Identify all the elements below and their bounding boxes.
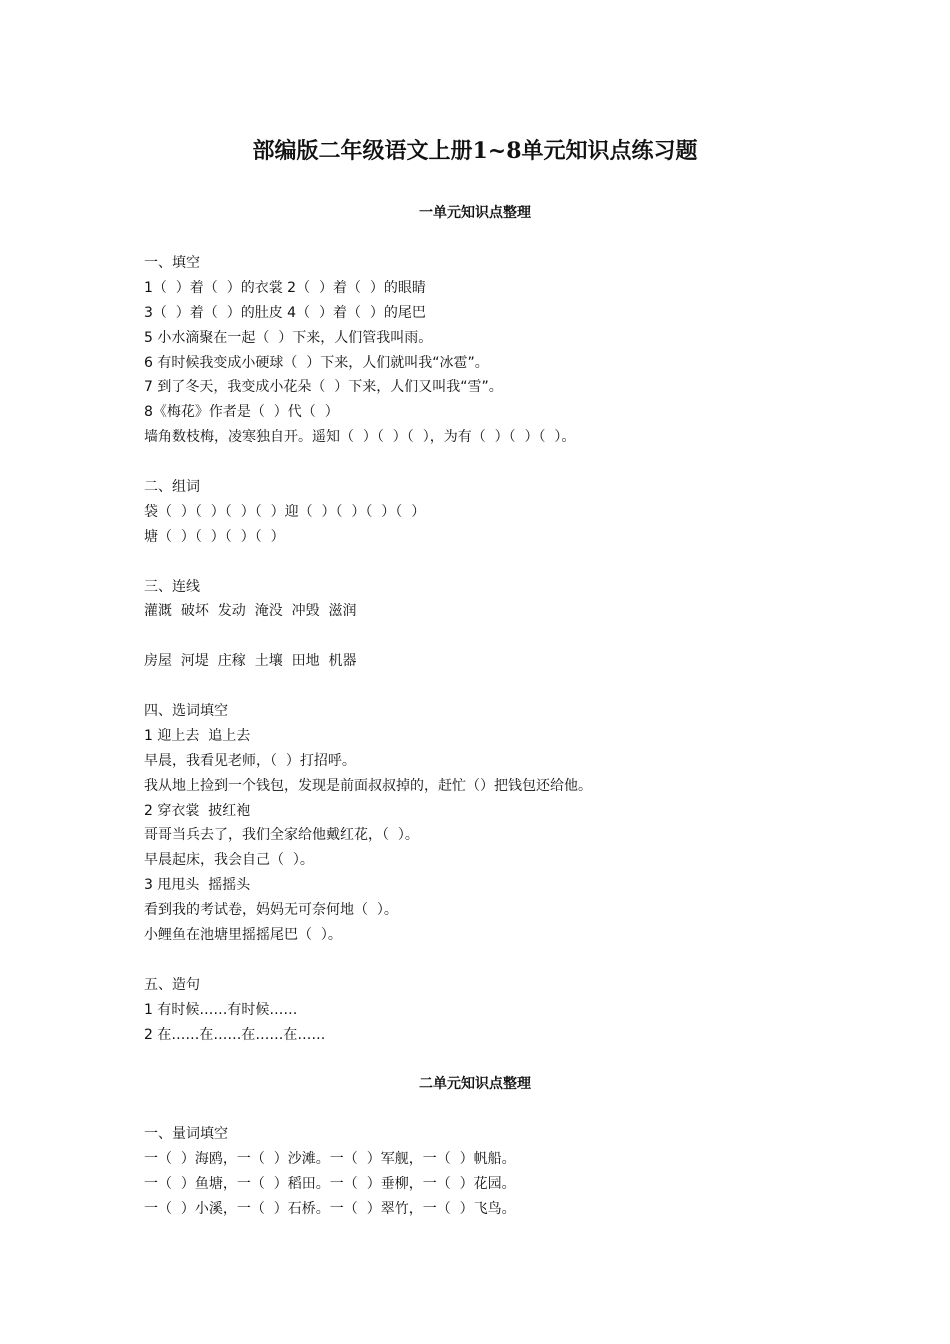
- unit1-heading: 一单元知识点整理: [419, 205, 531, 221]
- section-heading: 一、量词填空: [144, 1126, 228, 1142]
- unit2-content: [144, 1122, 844, 1222]
- exercise-line: 1（ ）着（ ）的衣裳 2（ ）着（ ）的眼睛: [144, 279, 426, 296]
- matching-row-verbs: 灌溉 破坏 发动 淹没 冲毁 滋润: [144, 603, 357, 620]
- exercise-line: 6 有时候我变成小硬球（ ）下来，人们就叫我“冰雹”。: [144, 354, 489, 371]
- matching-row-nouns: 房屋 河堤 庄稼 土壤 田地 机器: [144, 653, 357, 670]
- exercise-line: 小鲤鱼在池塘里摇摇尾巴（ ）。: [144, 927, 342, 944]
- exercise-line: 早晨，我看见老师，（ ）打招呼。: [144, 752, 356, 769]
- exercise-line: 早晨起床，我会自己（ ）。: [144, 852, 314, 869]
- exercise-line: 看到我的考试卷，妈妈无可奈何地（ ）。: [144, 902, 398, 919]
- exercise-line: 2 穿衣裳 披红袍: [144, 802, 251, 819]
- exercise-line: 一（ ）小溪，一（ ）石桥。一（ ）翠竹，一（ ）飞鸟。: [144, 1200, 516, 1217]
- spacer: [144, 948, 844, 973]
- spacer: [144, 550, 844, 575]
- exercise-line: 墙角数枝梅，凌寒独自开。遥知（ ）（ ）（ ），为有（ ）（ ）（ ）。: [144, 429, 576, 446]
- exercise-line: 7 到了冬天，我变成小花朵（ ）下来，人们又叫我“雪”。: [144, 379, 503, 396]
- section-heading: 五、造句: [144, 976, 200, 993]
- exercise-line: 5 小水滴聚在一起（ ）下来，人们管我叫雨。: [144, 329, 433, 346]
- exercise-line: 1 迎上去 追上去: [144, 727, 251, 744]
- exercise-line: 一（ ）鱼塘，一（ ）稻田。一（ ）垂柳，一（ ）花园。: [144, 1175, 516, 1192]
- exercise-line: 3（ ）着（ ）的肚皮 4（ ）着（ ）的尾巴: [144, 304, 426, 321]
- spacer: [144, 674, 844, 699]
- exercise-line: 8《梅花》作者是（ ）代（ ）: [144, 404, 339, 421]
- section-heading: 三、连线: [144, 578, 200, 595]
- exercise-line: 塘（ ）（ ）（ ）（ ）: [144, 528, 285, 545]
- unit1-content: [144, 251, 844, 1048]
- section-heading: 二、组词: [144, 479, 200, 496]
- exercise-line: 袋（ ）（ ）（ ）（ ）迎（ ）（ ）（ ）（ ）: [144, 503, 426, 520]
- spacer: [144, 624, 844, 649]
- document-title: 部编版二年级语文上册1~8单元知识点练习题: [252, 138, 698, 164]
- section-heading: 一、填空: [144, 255, 200, 271]
- exercise-line: 哥哥当兵去了，我们全家给他戴红花，（ ）。: [144, 827, 419, 844]
- exercise-line: 我从地上捡到一个钱包，发现是前面叔叔掉的，赶忙（）把钱包还给他。: [144, 777, 592, 794]
- exercise-line: 一（ ）海鸥，一（ ）沙滩。一（ ）军舰，一（ ）帆船。: [144, 1150, 516, 1167]
- exercise-line: 1 有时候……有时候……: [144, 1001, 298, 1018]
- exercise-line: 3 甩甩头 摇摇头: [144, 877, 251, 894]
- section-heading: 四、选词填空: [144, 703, 228, 720]
- spacer: [144, 450, 844, 475]
- unit2-heading: 二单元知识点整理: [419, 1076, 531, 1092]
- exercise-line: 2 在……在……在……在……: [144, 1026, 326, 1043]
